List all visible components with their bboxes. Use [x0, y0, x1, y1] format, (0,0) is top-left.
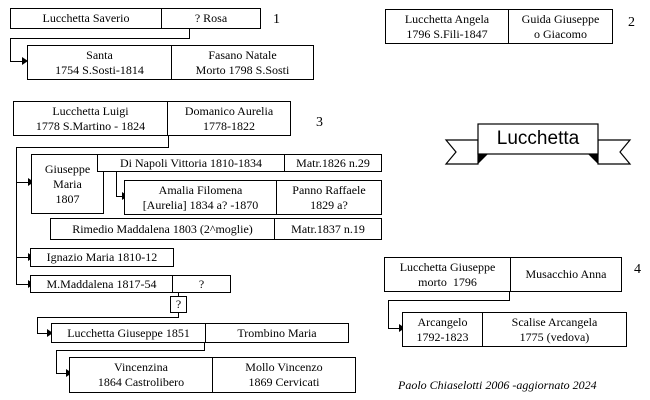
person-spouse — [212, 357, 356, 393]
connector-line — [10, 38, 190, 39]
person-name: Ignazio Maria 1810-12 — [46, 250, 158, 264]
person-lucchetta-giuseppe — [384, 257, 511, 292]
person-name: Lucchetta Angela 1796 S.Fili-1847 — [404, 11, 490, 41]
group-number: 3 — [316, 115, 323, 130]
person-name: Arcangelo 1792-1823 — [416, 314, 469, 344]
person-lucchetta-angela — [385, 9, 509, 44]
connector-line — [37, 317, 38, 334]
title-text: Lucchetta — [496, 128, 580, 149]
person-arcangelo — [402, 312, 483, 347]
person-santa — [27, 45, 172, 80]
group-number: 4 — [634, 262, 641, 277]
connector-line — [56, 350, 205, 351]
person-maddalena — [30, 275, 173, 293]
person-spouse — [172, 275, 231, 293]
connector-line — [10, 38, 11, 62]
person-spouse — [510, 257, 622, 292]
person-spouse — [276, 180, 382, 215]
connector-line — [56, 350, 57, 374]
group-number: 2 — [628, 15, 635, 30]
marriage-record — [274, 218, 382, 240]
person-name: Fasano Natale Morto 1798 S.Sosti — [195, 47, 290, 77]
person-name: Trombino Maria — [237, 325, 317, 340]
person-name: ? — [175, 297, 182, 311]
person-name: Rimedio Maddalena 1803 (2^moglie) — [72, 221, 253, 236]
connector-line — [16, 147, 169, 148]
person-name: Lucchetta Giuseppe morto 1796 — [399, 259, 496, 289]
person-name: ? — [198, 276, 205, 291]
person-name: Vincenzina 1864 Castrolibero — [97, 360, 185, 389]
marriage-record — [284, 154, 382, 172]
person-name: Domanico Aurelia 1778-1822 — [184, 103, 274, 133]
person-name: Musacchio Anna — [525, 267, 607, 281]
person-name: Lucchetta Saverio — [42, 11, 130, 25]
person-spouse — [97, 154, 285, 172]
person-name: M.Maddalena 1817-54 — [46, 276, 157, 291]
connector-line — [116, 170, 117, 197]
author-credit: Paolo Chiaselotti 2006 -aggiornato 2024 — [398, 378, 597, 392]
person-lucchetta-luigi — [13, 101, 168, 136]
person-name: Mollo Vincenzo 1869 Cervicati — [245, 360, 323, 389]
person-spouse — [205, 323, 349, 343]
person-ignazio-maria — [30, 248, 174, 267]
person-name: Lucchetta Giuseppe 1851 — [67, 325, 190, 340]
record-text: Matr.1826 n.29 — [296, 155, 370, 170]
person-name: ? Rosa — [194, 11, 228, 25]
person-giuseppe-maria — [31, 154, 104, 214]
person-unknown — [170, 296, 187, 313]
connector-line — [37, 317, 179, 318]
connector-line — [16, 147, 17, 285]
person-lucchetta-saverio — [10, 8, 162, 29]
person-spouse — [508, 9, 613, 44]
person-lucchetta-giuseppe-1851 — [51, 323, 206, 343]
person-spouse — [171, 45, 314, 80]
record-text: Matr.1837 n.19 — [291, 221, 365, 236]
person-name: Panno Raffaele 1829 a? — [292, 182, 366, 212]
person-spouse — [50, 218, 275, 240]
person-spouse — [167, 101, 291, 136]
person-vincenzina — [69, 357, 213, 393]
connector-line — [388, 300, 510, 301]
person-name: Di Napoli Vittoria 1810-1834 — [119, 155, 263, 170]
group-number: 1 — [273, 12, 280, 27]
person-spouse — [161, 8, 261, 29]
person-amalia-filomena — [124, 180, 277, 215]
person-name: Guida Giuseppe o Giacomo — [521, 11, 600, 41]
person-name: Santa 1754 S.Sosti-1814 — [55, 47, 144, 77]
person-name: Lucchetta Luigi 1778 S.Martino - 1824 — [35, 103, 146, 133]
connector-line — [388, 300, 389, 329]
person-spouse — [482, 312, 627, 347]
person-name: Amalia Filomena [Aurelia] 1834 a? -1870 — [142, 182, 259, 212]
person-name: Scalise Arcangela 1775 (vedova) — [511, 314, 598, 344]
person-name: Giuseppe Maria 1807 — [44, 161, 91, 206]
